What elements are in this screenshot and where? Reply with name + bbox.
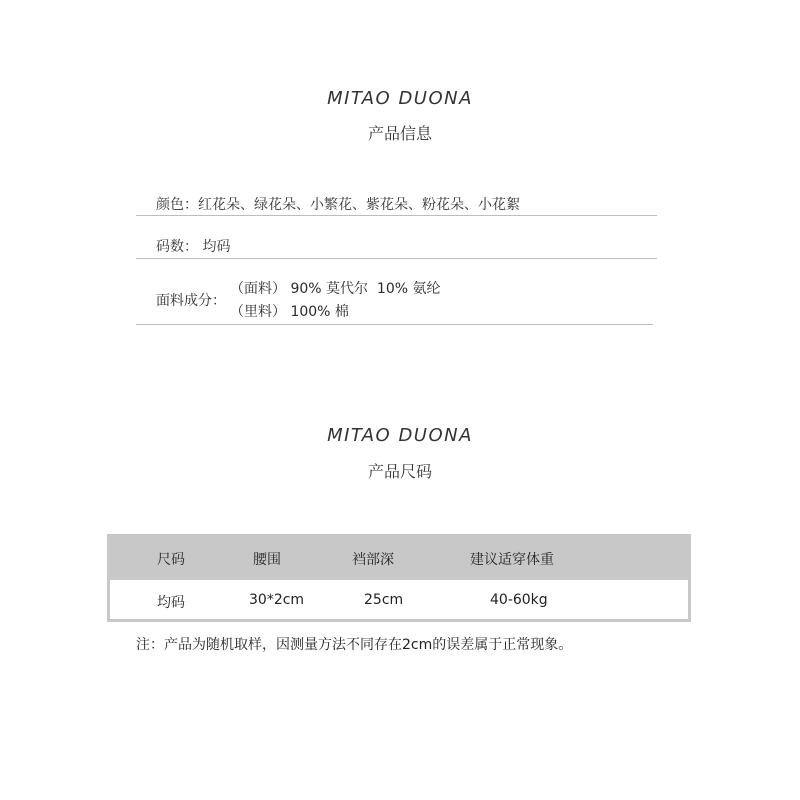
table-row bbox=[110, 580, 688, 619]
divider-color bbox=[136, 215, 657, 216]
fabric-outer: （面料） 90% 莫代尔 10% 氨纶 bbox=[230, 281, 441, 297]
header-weight: 建议适穿体重 bbox=[470, 552, 554, 568]
color-row: 颜色：红花朵、绿花朵、小繁花、紫花朵、粉花朵、小花絮 bbox=[156, 197, 520, 213]
measurement-note: 注：产品为随机取样，因测量方法不同存在2cm的误差属于正常现象。 bbox=[136, 637, 573, 653]
size-chart-title: 产品尺码 bbox=[367, 462, 432, 481]
brand-logo-bottom: MITAO DUONA bbox=[327, 425, 473, 446]
fabric-details bbox=[230, 278, 441, 324]
table-header-row bbox=[107, 534, 691, 580]
cell-size: 均码 bbox=[157, 595, 185, 611]
cell-waist: 30*2cm bbox=[249, 592, 305, 608]
fabric-label: 面料成分： bbox=[156, 293, 226, 309]
cell-weight: 40-60kg bbox=[490, 592, 548, 608]
divider-size bbox=[136, 258, 657, 259]
divider-fabric bbox=[136, 324, 653, 325]
header-waist: 腰围 bbox=[253, 552, 281, 568]
brand-logo-top: MITAO DUONA bbox=[327, 88, 473, 109]
header-rise: 裆部深 bbox=[352, 552, 394, 568]
size-table bbox=[107, 534, 691, 622]
size-row: 码数： 均码 bbox=[156, 239, 231, 255]
product-info-title: 产品信息 bbox=[367, 124, 432, 143]
header-size: 尺码 bbox=[157, 552, 185, 568]
cell-rise: 25cm bbox=[364, 592, 404, 608]
fabric-lining: （里料） 100% 棉 bbox=[230, 304, 349, 320]
